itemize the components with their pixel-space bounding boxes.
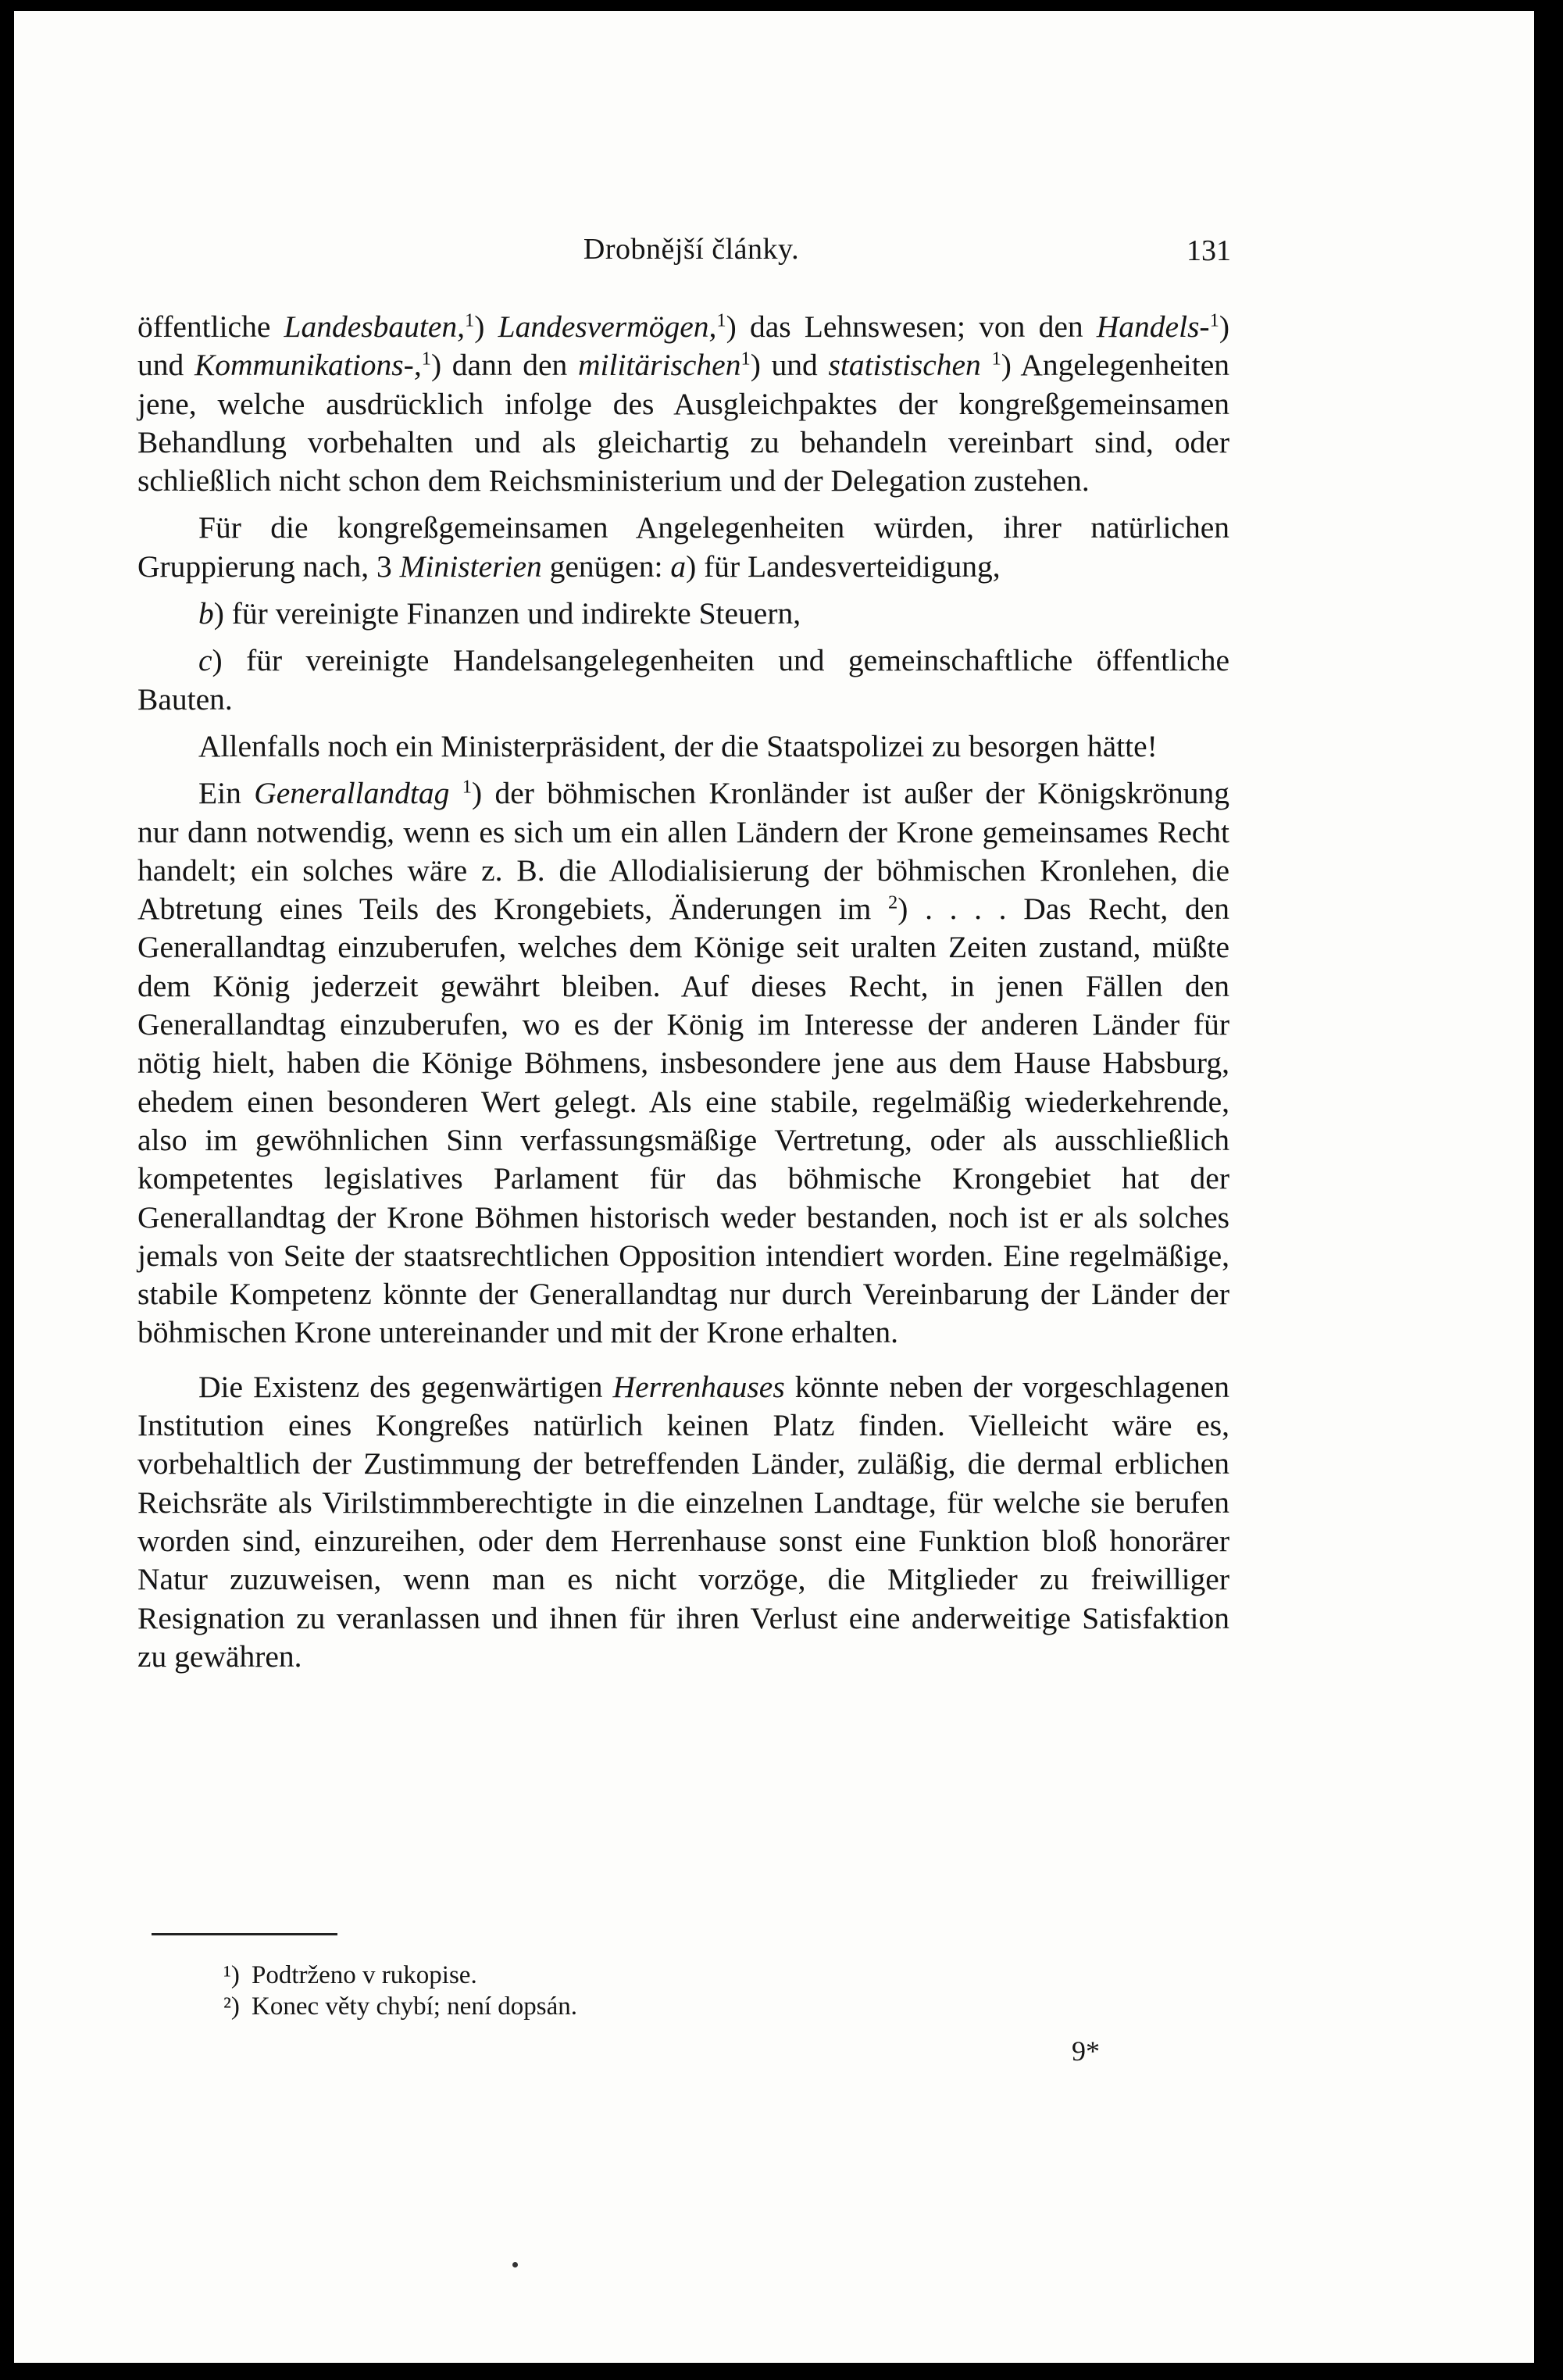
italic-term: Kommunikations-, xyxy=(194,348,422,383)
italic-term: Herrenhauses xyxy=(612,1369,785,1404)
italic-term: Generallandtag xyxy=(254,776,450,811)
footnote-ref: 1 xyxy=(740,348,751,370)
text-run: Ein xyxy=(198,776,255,811)
text-run: ) Angelegenheiten jene, welche ausdrücklich infolge des Ausgleichpaktes der kongreßgemeinsamen Behandlung vorbehalten und als gleichartig zu behandeln vereinbart sind, oder schließlich nicht schon dem Reichsministerium und der Delegation zustehen. xyxy=(137,348,1230,499)
footnote xyxy=(223,1991,1083,2022)
text-run: Allenfalls noch ein Ministerpräsident, der die Staatspolizei zu besorgen hätte! xyxy=(198,728,1158,763)
footnote-mark: ¹) xyxy=(223,1961,240,1989)
paragraph xyxy=(137,727,1229,766)
footnote xyxy=(223,1960,1083,1991)
footnote-text: Podtrženo v rukopise. xyxy=(252,1961,477,1989)
paragraph xyxy=(137,1368,1229,1676)
text-run: ) xyxy=(474,309,498,344)
footnote-rule xyxy=(152,1933,337,1935)
text-run: genügen: xyxy=(541,549,671,584)
text-run: ) für Landesverteidigung, xyxy=(686,549,1001,584)
running-header xyxy=(152,232,1231,279)
text-run: Die Existenz des gegenwärtigen xyxy=(198,1369,613,1404)
footnote-ref: 1 xyxy=(991,348,1001,370)
footnote-ref: 1 xyxy=(1209,309,1219,331)
paragraph xyxy=(137,641,1229,719)
paragraph xyxy=(137,509,1229,586)
text-run: könnte neben der vorgeschlagenen Institution eines Kongreßes natürlich keinen Platz finden. Vielleicht wäre es, vorbehaltlich der Zustimmung der betreffenden Länder, zuläßig, die dermal erblichen Reichsräte als Virilstimmberechtigte in die einzelnen Landtage, für welche sie berufen worden sind, einzureihen, oder dem Herrenhause sonst eine Funktion bloß honorärer Natur zuzuweisen, wenn man es nicht vorzöge, die Mitglieder zu freiwilliger Resignation zu veranlassen und ihnen für ihren Verlust eine anderweitige Satisfaktion zu gewähren. xyxy=(137,1369,1229,1674)
text-run: ) für vereinigte Finanzen und indirekte Steuern, xyxy=(213,596,801,631)
italic-term: c xyxy=(198,643,212,678)
footnote-ref: 1 xyxy=(716,309,726,331)
document-page xyxy=(14,11,1534,2363)
text-run xyxy=(981,348,992,382)
paragraph xyxy=(137,595,1229,633)
text-run: ) und xyxy=(137,309,1229,383)
paragraph xyxy=(137,308,1229,500)
text-run: ) das Lehnswesen; von den xyxy=(726,309,1097,344)
text-run: ) und xyxy=(750,348,829,383)
italic-term: a xyxy=(670,549,687,584)
italic-term: Handels- xyxy=(1096,309,1210,344)
text-run: öffentliche xyxy=(137,309,284,344)
print-speck xyxy=(512,2262,518,2267)
italic-term: militärischen xyxy=(577,348,741,383)
italic-term: Landesbauten, xyxy=(284,309,466,344)
italic-term: b xyxy=(198,596,214,631)
text-run: Für die kongreßgemeinsamen Angelegenheiten würden, ihrer natürlichen Gruppierung nach, 3 xyxy=(137,510,1229,584)
italic-term: statistischen xyxy=(828,348,981,383)
page-number: 131 xyxy=(1187,234,1231,267)
paragraph xyxy=(137,774,1229,1352)
footnote-ref: 2 xyxy=(888,892,898,913)
body-text xyxy=(137,308,1229,1685)
footnote-text: Konec věty chybí; není dopsán. xyxy=(252,1992,577,2021)
footnote-ref: 1 xyxy=(465,309,475,331)
text-run xyxy=(449,776,462,810)
text-run: ) der böhmischen Kronländer ist außer der Königskrönung nur dann notwendig, wenn es sich um ein allen Ländern der Krone gemeinsames Recht handelt; ein solches wäre z. B. die Allodialisierung der böhmischen Kronlehen, die Abtretung eines Teils des Krongebiets, Änderungen im xyxy=(137,776,1229,927)
signature-mark: 9* xyxy=(1072,2035,1100,2067)
footnote-mark: ²) xyxy=(223,1992,240,2021)
footnotes xyxy=(223,1960,1083,2022)
italic-term: Ministerien xyxy=(399,549,542,584)
text-run: ) für vereinigte Handelsangelegenheiten und gemeinschaftliche öffentliche Bauten. xyxy=(137,643,1229,717)
text-run: ) . . . . Das Recht, den Generallandtag einzuberufen, welches dem Könige seit uralten Zeiten zustand, müßte dem König jederzeit gewährt bleiben. Auf dieses Recht, in jenen Fällen den Generallandtag einzuberufen, wo es der König im Interesse der anderen Länder für nötig hielt, haben die Könige Böhmens, insbesondere jene aus dem Hause Habsburg, ehedem einen besonderen Wert gelegt. Als eine stabile, regelmäßig wiederkehrende, also im gewöhnlichen Sinn verfassungsmäßige Vertretung, oder als ausschließlich kompetentes legislatives Parlament für das böhmische Krongebiet hat der Generallandtag der Krone Böhmen historisch weder bestanden, noch ist er als solches jemals von Seite der staatsrechtlichen Opposition intendiert worden. Eine regelmäßige, stabile Kompetenz könnte der Generallandtag nur durch Vereinbarung der Länder der böhmischen Krone untereinander und mit der Krone erhalten. xyxy=(137,892,1229,1350)
running-title: Drobnější články. xyxy=(583,233,800,266)
footnote-ref: 1 xyxy=(462,776,472,798)
footnote-ref: 1 xyxy=(421,348,431,370)
text-run: ) dann den xyxy=(430,348,578,383)
italic-term: Landesvermögen, xyxy=(498,309,717,344)
